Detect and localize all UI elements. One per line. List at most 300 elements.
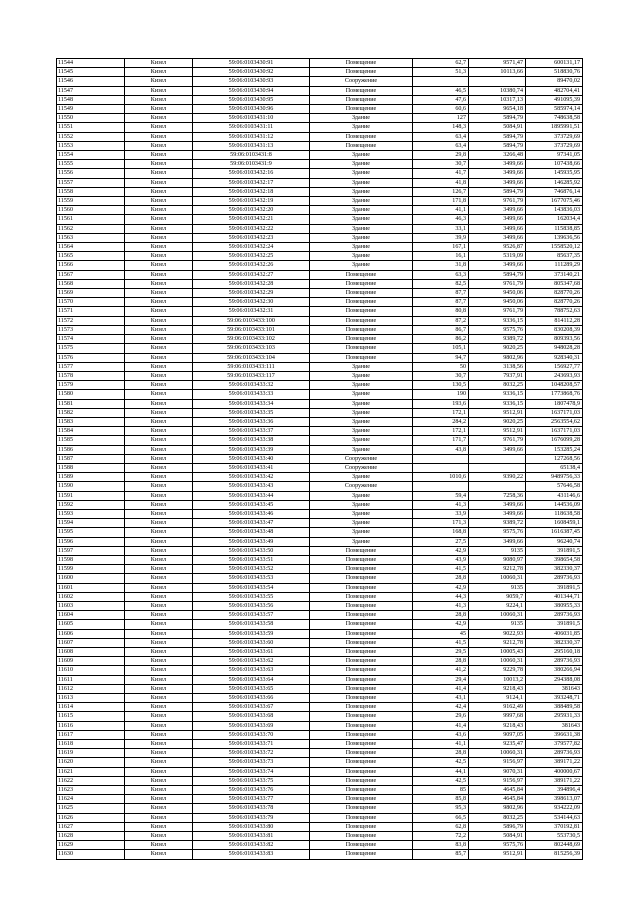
unit-value-cell: 9059,7 xyxy=(469,592,526,601)
area-cell: 87,2 xyxy=(413,316,469,325)
cadastral-value-cell: 107438,66 xyxy=(526,160,583,169)
object-type-cell: Помещение xyxy=(310,841,413,850)
area-cell: 66,5 xyxy=(413,813,469,822)
city-cell: Кизел xyxy=(125,215,193,224)
city-cell: Кизел xyxy=(125,491,193,500)
cadastral-number-cell: 59:06:0103433:34 xyxy=(193,399,310,408)
cadastral-value-cell: 156927,77 xyxy=(526,362,583,371)
unit-value-cell: 3499,66 xyxy=(469,233,526,242)
city-cell: Кизел xyxy=(125,555,193,564)
area-cell: 41,4 xyxy=(413,721,469,730)
area-cell: 41,5 xyxy=(413,638,469,647)
table-row xyxy=(57,187,583,196)
cadastral-value-cell: 370192,81 xyxy=(526,822,583,831)
unit-value-cell: 9389,72 xyxy=(469,335,526,344)
cadastral-number-cell: 59:06:0103433:59 xyxy=(193,629,310,638)
object-type-cell: Здание xyxy=(310,427,413,436)
object-type-cell: Помещение xyxy=(310,795,413,804)
cadastral-value-cell: 389171,22 xyxy=(526,776,583,785)
table-row xyxy=(57,362,583,371)
object-type-cell: Здание xyxy=(310,509,413,518)
table-row xyxy=(57,381,583,390)
area-cell: 86,7 xyxy=(413,325,469,334)
city-cell: Кизел xyxy=(125,353,193,362)
area-cell: 46,3 xyxy=(413,215,469,224)
cadastral-number-cell: 59:06:0103433:51 xyxy=(193,555,310,564)
row-number-cell: 11630 xyxy=(57,850,125,859)
object-type-cell: Здание xyxy=(310,362,413,371)
unit-value-cell: 9575,76 xyxy=(469,325,526,334)
object-type-cell: Сооружение xyxy=(310,463,413,472)
cadastral-value-cell: 1616387,45 xyxy=(526,528,583,537)
object-type-cell: Сооружение xyxy=(310,77,413,86)
table-row xyxy=(57,123,583,132)
table-row xyxy=(57,804,583,813)
table-row xyxy=(57,141,583,150)
table-row xyxy=(57,574,583,583)
unit-value-cell: 3499,66 xyxy=(469,537,526,546)
cadastral-value-cell: 585974,14 xyxy=(526,105,583,114)
row-number-cell: 11578 xyxy=(57,371,125,380)
cadastral-value-cell: 400000,67 xyxy=(526,767,583,776)
area-cell: 30,7 xyxy=(413,160,469,169)
unit-value-cell: 5894,79 xyxy=(469,270,526,279)
area-cell: 47,6 xyxy=(413,95,469,104)
cadastral-value-cell: 380955,33 xyxy=(526,601,583,610)
area-cell: 82,5 xyxy=(413,279,469,288)
row-number-cell: 11550 xyxy=(57,114,125,123)
area-cell: 29,4 xyxy=(413,675,469,684)
cadastral-value-cell: 1895991,51 xyxy=(526,123,583,132)
object-type-cell: Здание xyxy=(310,491,413,500)
unit-value-cell: 9229,78 xyxy=(469,666,526,675)
object-type-cell: Помещение xyxy=(310,730,413,739)
unit-value-cell: 9135 xyxy=(469,583,526,592)
object-type-cell: Здание xyxy=(310,178,413,187)
table-row xyxy=(57,160,583,169)
table-row xyxy=(57,482,583,491)
unit-value-cell: 7258,36 xyxy=(469,491,526,500)
table-row xyxy=(57,795,583,804)
city-cell: Кизел xyxy=(125,832,193,841)
table-row xyxy=(57,289,583,298)
unit-value-cell: 9761,79 xyxy=(469,279,526,288)
row-number-cell: 11583 xyxy=(57,417,125,426)
row-number-cell: 11597 xyxy=(57,546,125,555)
cadastral-number-cell: 59:06:0103433:48 xyxy=(193,528,310,537)
cadastral-value-cell: 289736,93 xyxy=(526,749,583,758)
cadastral-number-cell: 59:06:0103433:38 xyxy=(193,436,310,445)
object-type-cell: Здание xyxy=(310,445,413,454)
unit-value-cell: 9761,79 xyxy=(469,197,526,206)
city-cell: Кизел xyxy=(125,132,193,141)
cadastral-value-cell: 391891,5 xyxy=(526,546,583,555)
cadastral-value-cell: 1807478,9 xyxy=(526,399,583,408)
unit-value-cell: 9235,47 xyxy=(469,740,526,749)
table-row xyxy=(57,353,583,362)
unit-value-cell: 5894,79 xyxy=(469,141,526,150)
cadastral-value-cell: 391891,5 xyxy=(526,620,583,629)
object-type-cell: Помещение xyxy=(310,141,413,150)
cadastral-number-cell: 59:06:0103433:72 xyxy=(193,749,310,758)
table-row xyxy=(57,325,583,334)
cadastral-value-cell: 802448,69 xyxy=(526,841,583,850)
cadastral-number-cell: 59:06:0103432:20 xyxy=(193,206,310,215)
unit-value-cell: 4645,84 xyxy=(469,786,526,795)
row-number-cell: 11627 xyxy=(57,822,125,831)
unit-value-cell: 9218,43 xyxy=(469,721,526,730)
city-cell: Кизел xyxy=(125,169,193,178)
cadastral-value-cell: 828770,26 xyxy=(526,298,583,307)
row-number-cell: 11545 xyxy=(57,68,125,77)
table-row xyxy=(57,767,583,776)
cadastral-value-cell: 65138,4 xyxy=(526,463,583,472)
cadastral-number-cell: 59:06:0103433:35 xyxy=(193,408,310,417)
row-number-cell: 11611 xyxy=(57,675,125,684)
table-row xyxy=(57,417,583,426)
object-type-cell: Помещение xyxy=(310,620,413,629)
object-type-cell: Помещение xyxy=(310,86,413,95)
object-type-cell: Помещение xyxy=(310,270,413,279)
unit-value-cell: 9512,91 xyxy=(469,408,526,417)
cadastral-number-cell: 59:06:0103433:60 xyxy=(193,638,310,647)
cadastral-value-cell: 934222,09 xyxy=(526,804,583,813)
cadastral-number-cell: 59:06:0103432:25 xyxy=(193,252,310,261)
city-cell: Кизел xyxy=(125,574,193,583)
city-cell: Кизел xyxy=(125,316,193,325)
row-number-cell: 11570 xyxy=(57,298,125,307)
area-cell: 172,1 xyxy=(413,408,469,417)
cadastral-number-cell: 59:06:0103430:94 xyxy=(193,86,310,95)
cadastral-value-cell: 948028,28 xyxy=(526,344,583,353)
cadastral-value-cell: 96240,74 xyxy=(526,537,583,546)
table-row xyxy=(57,601,583,610)
cadastral-value-cell: 381643 xyxy=(526,684,583,693)
object-type-cell: Здание xyxy=(310,500,413,509)
cadastral-number-cell: 59:06:0103433:76 xyxy=(193,786,310,795)
object-type-cell: Здание xyxy=(310,197,413,206)
object-type-cell: Помещение xyxy=(310,105,413,114)
table-row xyxy=(57,749,583,758)
object-type-cell: Здание xyxy=(310,233,413,242)
object-type-cell: Помещение xyxy=(310,767,413,776)
table-row xyxy=(57,832,583,841)
city-cell: Кизел xyxy=(125,565,193,574)
area-cell: 43,9 xyxy=(413,555,469,564)
area-cell xyxy=(413,77,469,86)
row-number-cell: 11574 xyxy=(57,335,125,344)
cadastral-value-cell: 748638,58 xyxy=(526,114,583,123)
area-cell: 51,3 xyxy=(413,68,469,77)
row-number-cell: 11554 xyxy=(57,151,125,160)
table-row xyxy=(57,59,583,68)
unit-value-cell: 5319,09 xyxy=(469,252,526,261)
area-cell: 44,1 xyxy=(413,767,469,776)
row-number-cell: 11577 xyxy=(57,362,125,371)
cadastral-number-cell: 59:06:0103433:66 xyxy=(193,694,310,703)
cadastral-value-cell: 9489756,33 xyxy=(526,473,583,482)
object-type-cell: Помещение xyxy=(310,749,413,758)
city-cell: Кизел xyxy=(125,528,193,537)
table-row xyxy=(57,178,583,187)
table-row xyxy=(57,712,583,721)
row-number-cell: 11556 xyxy=(57,169,125,178)
cadastral-number-cell: 59:06:0103433:77 xyxy=(193,795,310,804)
cadastral-number-cell: 59:06:0103431:10 xyxy=(193,114,310,123)
unit-value-cell: 9654,18 xyxy=(469,105,526,114)
table-row xyxy=(57,132,583,141)
cadastral-number-cell: 59:06:0103431:11 xyxy=(193,123,310,132)
table-row xyxy=(57,105,583,114)
object-type-cell: Помещение xyxy=(310,721,413,730)
object-type-cell: Помещение xyxy=(310,703,413,712)
row-number-cell: 11551 xyxy=(57,123,125,132)
table-row xyxy=(57,473,583,482)
city-cell: Кизел xyxy=(125,721,193,730)
city-cell: Кизел xyxy=(125,730,193,739)
city-cell: Кизел xyxy=(125,335,193,344)
cadastral-number-cell: 59:06:0103432:17 xyxy=(193,178,310,187)
unit-value-cell: 9802,96 xyxy=(469,804,526,813)
unit-value-cell: 10013,2 xyxy=(469,675,526,684)
unit-value-cell: 5896,79 xyxy=(469,822,526,831)
row-number-cell: 11607 xyxy=(57,638,125,647)
area-cell: 171,3 xyxy=(413,519,469,528)
table-row xyxy=(57,822,583,831)
cadastral-number-cell: 59:06:0103433:67 xyxy=(193,703,310,712)
city-cell: Кизел xyxy=(125,224,193,233)
cadastral-value-cell: 153285,24 xyxy=(526,445,583,454)
unit-value-cell: 9336,15 xyxy=(469,316,526,325)
row-number-cell: 11566 xyxy=(57,261,125,270)
cadastral-value-cell: 746876,14 xyxy=(526,187,583,196)
row-number-cell: 11553 xyxy=(57,141,125,150)
unit-value-cell: 8032,25 xyxy=(469,813,526,822)
row-number-cell: 11591 xyxy=(57,491,125,500)
unit-value-cell: 9097,05 xyxy=(469,730,526,739)
cadastral-number-cell: 59:06:0103432:28 xyxy=(193,279,310,288)
table-row xyxy=(57,583,583,592)
city-cell: Кизел xyxy=(125,362,193,371)
object-type-cell: Помещение xyxy=(310,307,413,316)
unit-value-cell: 9080,97 xyxy=(469,555,526,564)
cadastral-number-cell: 59:06:0103433:68 xyxy=(193,712,310,721)
cadastral-value-cell: 57646,58 xyxy=(526,482,583,491)
object-type-cell: Помещение xyxy=(310,611,413,620)
cadastral-value-cell: 144536,09 xyxy=(526,500,583,509)
table-row xyxy=(57,427,583,436)
row-number-cell: 11608 xyxy=(57,648,125,657)
unit-value-cell: 9212,78 xyxy=(469,565,526,574)
city-cell: Кизел xyxy=(125,804,193,813)
cadastral-value-cell: 243693,93 xyxy=(526,371,583,380)
cadastral-number-cell: 59:06:0103433:64 xyxy=(193,675,310,684)
object-type-cell: Помещение xyxy=(310,601,413,610)
cadastral-value-cell: 1608459,1 xyxy=(526,519,583,528)
table-row xyxy=(57,694,583,703)
table-row xyxy=(57,592,583,601)
unit-value-cell: 10060,31 xyxy=(469,574,526,583)
unit-value-cell: 8032,25 xyxy=(469,381,526,390)
cadastral-number-cell: 59:06:0103433:73 xyxy=(193,758,310,767)
object-type-cell: Здание xyxy=(310,114,413,123)
cadastral-number-cell: 59:06:0103433:45 xyxy=(193,500,310,509)
city-cell: Кизел xyxy=(125,197,193,206)
object-type-cell: Здание xyxy=(310,381,413,390)
area-cell: 63,3 xyxy=(413,270,469,279)
area-cell: 27,5 xyxy=(413,537,469,546)
city-cell: Кизел xyxy=(125,463,193,472)
row-number-cell: 11619 xyxy=(57,749,125,758)
object-type-cell: Помещение xyxy=(310,776,413,785)
table-row xyxy=(57,675,583,684)
city-cell: Кизел xyxy=(125,537,193,546)
unit-value-cell: 9575,76 xyxy=(469,528,526,537)
row-number-cell: 11621 xyxy=(57,767,125,776)
object-type-cell: Помещение xyxy=(310,344,413,353)
table-row xyxy=(57,215,583,224)
city-cell: Кизел xyxy=(125,684,193,693)
city-cell: Кизел xyxy=(125,95,193,104)
object-type-cell: Сооружение xyxy=(310,482,413,491)
unit-value-cell: 9336,15 xyxy=(469,390,526,399)
area-cell: 30,7 xyxy=(413,371,469,380)
unit-value-cell: 9218,43 xyxy=(469,684,526,693)
cadastral-value-cell: 534144,63 xyxy=(526,813,583,822)
cadastral-value-cell: 294388,08 xyxy=(526,675,583,684)
city-cell: Кизел xyxy=(125,178,193,187)
area-cell: 105,1 xyxy=(413,344,469,353)
row-number-cell: 11569 xyxy=(57,289,125,298)
table-row xyxy=(57,243,583,252)
object-type-cell: Здание xyxy=(310,160,413,169)
row-number-cell: 11595 xyxy=(57,528,125,537)
object-type-cell: Помещение xyxy=(310,638,413,647)
area-cell: 42,5 xyxy=(413,758,469,767)
row-number-cell: 11601 xyxy=(57,583,125,592)
cadastral-number-cell: 59:06:0103433:74 xyxy=(193,767,310,776)
object-type-cell: Сооружение xyxy=(310,454,413,463)
city-cell: Кизел xyxy=(125,436,193,445)
object-type-cell: Помещение xyxy=(310,629,413,638)
cadastral-number-cell: 59:06:0103433:117 xyxy=(193,371,310,380)
city-cell: Кизел xyxy=(125,850,193,859)
unit-value-cell: 10060,31 xyxy=(469,657,526,666)
object-type-cell: Здание xyxy=(310,187,413,196)
area-cell: 126,7 xyxy=(413,187,469,196)
area-cell: 83,8 xyxy=(413,841,469,850)
area-cell: 41,7 xyxy=(413,169,469,178)
cadastral-number-cell: 59:06:0103433:39 xyxy=(193,445,310,454)
table-row xyxy=(57,629,583,638)
row-number-cell: 11582 xyxy=(57,408,125,417)
area-cell: 43,6 xyxy=(413,730,469,739)
row-number-cell: 11589 xyxy=(57,473,125,482)
cadastral-value-cell: 111289,29 xyxy=(526,261,583,270)
cadastral-number-cell: 59:06:0103432:24 xyxy=(193,243,310,252)
object-type-cell: Помещение xyxy=(310,555,413,564)
unit-value-cell: 4645,84 xyxy=(469,795,526,804)
cadastral-value-cell: 381643 xyxy=(526,721,583,730)
cadastral-number-cell: 59:06:0103433:62 xyxy=(193,657,310,666)
table-row xyxy=(57,740,583,749)
cadastral-number-cell: 59:06:0103433:65 xyxy=(193,684,310,693)
unit-value-cell xyxy=(469,77,526,86)
row-number-cell: 11623 xyxy=(57,786,125,795)
cadastral-value-cell: 289736,93 xyxy=(526,611,583,620)
cadastral-number-cell: 59:06:0103430:93 xyxy=(193,77,310,86)
cadastral-number-cell: 59:06:0103433:47 xyxy=(193,519,310,528)
area-cell: 171,8 xyxy=(413,197,469,206)
unit-value-cell: 9162,49 xyxy=(469,703,526,712)
unit-value-cell: 9450,06 xyxy=(469,298,526,307)
area-cell: 43,1 xyxy=(413,694,469,703)
city-cell: Кизел xyxy=(125,289,193,298)
object-type-cell: Помещение xyxy=(310,786,413,795)
city-cell: Кизел xyxy=(125,298,193,307)
area-cell: 87,7 xyxy=(413,289,469,298)
row-number-cell: 11573 xyxy=(57,325,125,334)
city-cell: Кизел xyxy=(125,344,193,353)
area-cell: 28,8 xyxy=(413,611,469,620)
table-row xyxy=(57,151,583,160)
cadastral-number-cell: 59:06:0103430:91 xyxy=(193,59,310,68)
cadastral-number-cell: 59:06:0103432:19 xyxy=(193,197,310,206)
area-cell: 42,9 xyxy=(413,546,469,555)
row-number-cell: 11580 xyxy=(57,390,125,399)
area-cell xyxy=(413,482,469,491)
city-cell: Кизел xyxy=(125,611,193,620)
cadastral-number-cell: 59:06:0103432:22 xyxy=(193,224,310,233)
city-cell: Кизел xyxy=(125,666,193,675)
cadastral-value-cell: 398613,07 xyxy=(526,795,583,804)
table-row xyxy=(57,279,583,288)
city-cell: Кизел xyxy=(125,546,193,555)
unit-value-cell: 5894,79 xyxy=(469,187,526,196)
row-number-cell: 11605 xyxy=(57,620,125,629)
cadastral-value-cell: 788752,63 xyxy=(526,307,583,316)
unit-value-cell: 5084,91 xyxy=(469,832,526,841)
object-type-cell: Здание xyxy=(310,261,413,270)
table-row xyxy=(57,445,583,454)
unit-value-cell: 9020,25 xyxy=(469,417,526,426)
area-cell: 127 xyxy=(413,114,469,123)
table-row xyxy=(57,399,583,408)
cadastral-number-cell: 59:06:0103431:9 xyxy=(193,160,310,169)
area-cell: 41,8 xyxy=(413,178,469,187)
cadastral-value-cell: 295160,18 xyxy=(526,648,583,657)
area-cell: 39,9 xyxy=(413,233,469,242)
table-row xyxy=(57,684,583,693)
city-cell: Кизел xyxy=(125,399,193,408)
area-cell: 44,3 xyxy=(413,592,469,601)
area-cell: 43,8 xyxy=(413,445,469,454)
cadastral-number-cell: 59:06:0103433:58 xyxy=(193,620,310,629)
unit-value-cell xyxy=(469,454,526,463)
area-cell: 62,7 xyxy=(413,59,469,68)
area-cell: 63,4 xyxy=(413,141,469,150)
city-cell: Кизел xyxy=(125,740,193,749)
area-cell: 29,8 xyxy=(413,151,469,160)
cadastral-value-cell: 382330,37 xyxy=(526,565,583,574)
table-row xyxy=(57,491,583,500)
city-cell: Кизел xyxy=(125,795,193,804)
area-cell: 16,1 xyxy=(413,252,469,261)
city-cell: Кизел xyxy=(125,307,193,316)
unit-value-cell: 3499,66 xyxy=(469,445,526,454)
city-cell: Кизел xyxy=(125,703,193,712)
city-cell: Кизел xyxy=(125,59,193,68)
